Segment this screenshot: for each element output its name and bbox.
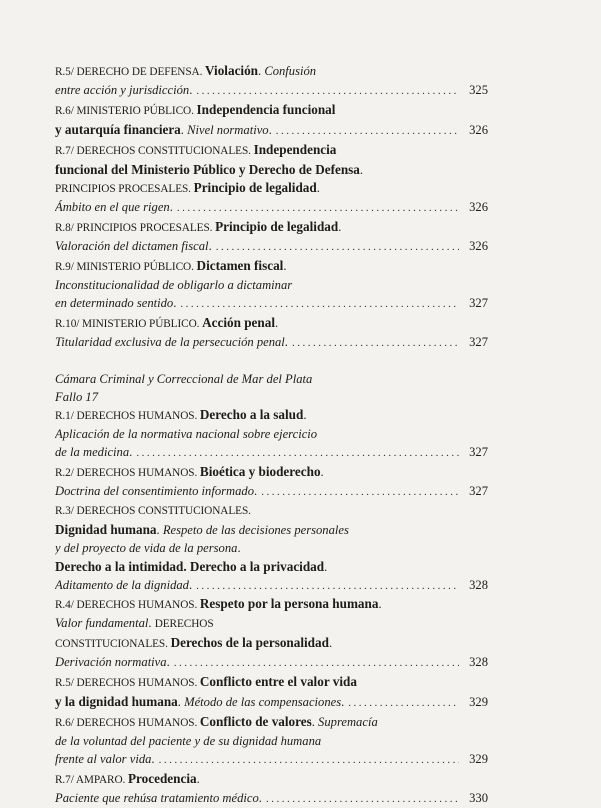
- index-line: [55, 558, 488, 577]
- page-number: 327: [469, 334, 488, 349]
- italic-text: Cámara Criminal y Correccional de Mar del Plata: [55, 371, 313, 386]
- index-line: [55, 634, 488, 654]
- italic-text: Método de las compensaciones: [184, 695, 342, 709]
- punctuation: .: [129, 445, 133, 460]
- italic-text: en determinado sentido: [55, 295, 174, 310]
- section-gap: [55, 353, 488, 371]
- index-line-text: [55, 713, 378, 733]
- index-line: [55, 121, 488, 141]
- punctuation: .: [254, 484, 258, 499]
- index-line: [55, 82, 488, 101]
- italic-text: y del proyecto de vida de la persona: [55, 540, 238, 555]
- index-line: [55, 673, 488, 693]
- italic-text: entre acción y jurisdicción: [55, 82, 190, 97]
- bold-heading: Dictamen fiscal: [196, 258, 284, 274]
- index-line: [55, 199, 488, 218]
- punctuation: .: [359, 162, 364, 177]
- index-line: [55, 444, 488, 463]
- italic-text: Aditamento de la dignidad: [55, 577, 189, 592]
- punctuation: .: [268, 122, 272, 137]
- index-line-text: [55, 199, 173, 217]
- section-label: CONSTITUCIONALES.: [55, 638, 171, 651]
- bold-heading: Procedencia: [128, 770, 197, 786]
- index-line: [55, 389, 488, 407]
- italic-text: Supremacía: [318, 714, 378, 729]
- index-line: [55, 595, 488, 615]
- index-line: [55, 406, 488, 426]
- bold-heading: Conflicto entre el valor vida: [199, 674, 357, 690]
- bold-heading: Principio de legalidad: [215, 219, 339, 235]
- dot-leader: [196, 578, 459, 596]
- index-line-text: [55, 295, 176, 313]
- page-number: 329: [469, 751, 488, 766]
- index-line-text: [55, 426, 317, 444]
- italic-text: Confusión: [264, 64, 317, 78]
- index-line: [55, 483, 488, 502]
- page-number: 326: [469, 239, 488, 254]
- section-label: R.5/ DERECHO DE DEFENSA.: [55, 66, 206, 78]
- bold-heading: Independencia funcional: [196, 101, 336, 117]
- punctuation: .: [169, 200, 173, 215]
- punctuation: .: [338, 220, 342, 235]
- section-label: R.8/ PRINCIPIOS PROCESALES.: [55, 222, 216, 235]
- italic-text: de la medicina: [55, 445, 130, 460]
- punctuation: .: [180, 122, 188, 137]
- index-line-text: [55, 62, 316, 82]
- index-line-text: [55, 218, 341, 238]
- italic-text: Valoración del dictamen fiscal: [55, 239, 209, 254]
- italic-text: Valor fundamental: [55, 616, 149, 631]
- index-line-text: [55, 483, 257, 501]
- index-line: [55, 693, 488, 713]
- index-line: [55, 733, 488, 751]
- index-line: [55, 615, 488, 634]
- bold-heading: Conflicto de valores: [199, 713, 312, 729]
- bold-heading: y la dignidad humana: [55, 694, 178, 709]
- index-line-text: [55, 615, 214, 634]
- index-line-text: [55, 406, 307, 426]
- bold-heading: Derechos de la personalidad: [170, 635, 329, 651]
- index-line: [55, 179, 488, 199]
- bold-heading: Bioética y bioderecho: [199, 464, 321, 480]
- index-line-text: [55, 238, 212, 256]
- index-line: [55, 540, 488, 558]
- bold-heading: Derecho a la intimidad. Derecho a la privacidad: [55, 558, 325, 574]
- bold-heading: Principio de legalidad: [193, 180, 317, 196]
- punctuation: .: [378, 597, 382, 612]
- bold-heading: Independencia: [253, 141, 337, 157]
- index-line: [55, 334, 488, 353]
- index-line-text: [55, 314, 278, 334]
- punctuation: .: [303, 408, 307, 423]
- punctuation: .: [237, 540, 241, 555]
- index-line: [55, 277, 488, 295]
- index-line: [55, 751, 488, 770]
- index-line: [55, 371, 488, 389]
- index-line-text: [55, 161, 363, 180]
- italic-text: Ámbito en el que rigen: [55, 200, 170, 215]
- index-line-text: [55, 693, 344, 712]
- punctuation: .: [283, 259, 287, 274]
- index-line: [55, 790, 488, 808]
- italic-text: Respeto de las decisiones personales: [162, 522, 349, 537]
- page-number: 326: [469, 200, 488, 215]
- italic-text: Fallo 17: [55, 389, 99, 404]
- section-label: PRINCIPIOS PROCESALES.: [55, 183, 194, 196]
- index-line-text: [55, 444, 132, 462]
- punctuation: .: [173, 295, 177, 310]
- punctuation: .: [328, 636, 333, 651]
- index-line-text: [55, 141, 336, 161]
- italic-text: Paciente que rehúsa tratamiento médico: [55, 790, 259, 805]
- index-line-text: [55, 101, 335, 121]
- page-number: 329: [469, 695, 488, 709]
- page-number: 325: [469, 82, 488, 97]
- dot-leader: [174, 655, 459, 673]
- index-line-text: [55, 463, 324, 483]
- dot-leader: [348, 695, 459, 713]
- punctuation: .: [177, 695, 185, 709]
- page-number: 327: [469, 484, 488, 499]
- bold-heading: y autarquía financiera: [55, 121, 181, 137]
- index-line: [55, 62, 488, 82]
- italic-text: Doctrina del consentimiento informado: [55, 484, 255, 499]
- section-label: R.7/ AMPARO.: [55, 773, 128, 786]
- index-line-text: [55, 751, 155, 769]
- punctuation: .: [148, 616, 155, 631]
- index-line: [55, 713, 488, 733]
- bold-heading: funcional del Ministerio Público y Derecho de Defensa: [55, 161, 360, 177]
- bold-heading: Respeto por la persona humana: [199, 596, 379, 612]
- index-line-text: [55, 673, 357, 693]
- section-label: R.3/ DERECHOS CONSTITUCIONALES.: [55, 504, 251, 517]
- index-line-text: [55, 371, 312, 389]
- index-line: [55, 141, 488, 161]
- section-label: DERECHOS: [154, 618, 214, 631]
- italic-text: de la voluntad del paciente y de su dignidad humana: [55, 733, 322, 748]
- punctuation: .: [196, 771, 200, 786]
- punctuation: .: [258, 790, 262, 805]
- index-line: [55, 654, 488, 673]
- section-label: R.6/ MINISTERIO PÚBLICO.: [55, 104, 197, 117]
- punctuation: .: [324, 559, 328, 574]
- index-line: [55, 770, 488, 790]
- index-line: [55, 314, 488, 334]
- section-label: R.5/ DERECHOS HUMANOS.: [55, 677, 200, 690]
- punctuation: .: [275, 315, 279, 330]
- section-label: R.10/ MINISTERIO PÚBLICO.: [55, 317, 203, 330]
- bold-heading: Acción penal: [202, 314, 275, 330]
- punctuation: .: [166, 655, 170, 670]
- punctuation: .: [151, 751, 155, 766]
- index-line-text: [55, 540, 241, 558]
- italic-text: Titularidad exclusiva de la persecución penal: [55, 334, 285, 349]
- index-line-text: [55, 257, 287, 277]
- index-line-text: [55, 790, 262, 808]
- index-line-text: [55, 595, 382, 615]
- dot-leader: [292, 335, 459, 353]
- section-label: R.6/ DERECHOS HUMANOS.: [55, 716, 200, 729]
- index-line: [55, 426, 488, 444]
- index-line: [55, 238, 488, 257]
- dot-leader: [177, 200, 459, 218]
- page-number: 328: [469, 577, 488, 592]
- section-label: R.1/ DERECHOS HUMANOS.: [55, 410, 200, 423]
- index-line-text: [55, 277, 292, 295]
- index-line-text: [55, 733, 321, 751]
- punctuation: .: [208, 239, 212, 254]
- dot-leader: [159, 752, 459, 770]
- index-line: [55, 257, 488, 277]
- dot-leader: [216, 239, 459, 257]
- index-line: [55, 463, 488, 483]
- section-label: R.2/ DERECHOS HUMANOS.: [55, 467, 200, 480]
- index-line-text: [55, 654, 170, 672]
- section-label: R.9/ MINISTERIO PÚBLICO.: [55, 261, 197, 274]
- index-line-text: [55, 502, 251, 521]
- index-line: [55, 577, 488, 596]
- page-number: 327: [469, 295, 488, 310]
- bold-heading: Derecho a la salud: [199, 407, 304, 423]
- page-number: 326: [469, 122, 488, 137]
- bold-heading: Violación: [205, 63, 259, 78]
- index-line-text: [55, 334, 288, 352]
- italic-text: Inconstitucionalidad de obligarlo a dictaminar: [55, 277, 293, 292]
- dot-leader: [180, 296, 459, 314]
- punctuation: .: [156, 522, 163, 537]
- index-line: [55, 502, 488, 521]
- punctuation: .: [316, 181, 320, 196]
- index-page: [55, 62, 488, 808]
- index-line: [55, 295, 488, 314]
- index-line-text: [55, 82, 192, 100]
- index-line-text: [55, 389, 98, 407]
- index-line-text: [55, 179, 320, 199]
- italic-text: Nivel normativo: [187, 122, 269, 137]
- italic-text: Derivación normativa: [55, 655, 167, 670]
- punctuation: .: [341, 695, 345, 709]
- page-number: 327: [469, 445, 488, 460]
- punctuation: .: [189, 82, 193, 97]
- dot-leader: [276, 123, 459, 141]
- dot-leader: [196, 83, 459, 101]
- index-line-text: [55, 634, 332, 654]
- index-line: [55, 521, 488, 540]
- index-line-text: [55, 121, 272, 140]
- index-line: [55, 218, 488, 238]
- dot-leader: [136, 445, 459, 463]
- index-line-text: [55, 770, 200, 790]
- section-label: R.7/ DERECHOS CONSTITUCIONALES.: [55, 144, 254, 157]
- punctuation: .: [311, 714, 319, 729]
- index-line: [55, 161, 488, 180]
- punctuation: .: [284, 334, 288, 349]
- index-line-text: [55, 521, 349, 540]
- punctuation: .: [188, 577, 193, 592]
- index-line: [55, 101, 488, 121]
- dot-leader: [261, 484, 459, 502]
- index-line-text: [55, 558, 327, 577]
- italic-text: Aplicación de la normativa nacional sobre ejercicio: [55, 427, 318, 442]
- dot-leader: [266, 791, 459, 808]
- bold-heading: Dignidad humana: [55, 521, 157, 537]
- page-number: 328: [469, 655, 488, 670]
- page-number: 330: [469, 790, 488, 805]
- index-line-text: [55, 577, 192, 595]
- punctuation: .: [320, 465, 324, 480]
- section-label: R.4/ DERECHOS HUMANOS.: [55, 599, 200, 612]
- italic-text: frente al valor vida: [55, 751, 152, 766]
- punctuation: .: [258, 64, 265, 78]
